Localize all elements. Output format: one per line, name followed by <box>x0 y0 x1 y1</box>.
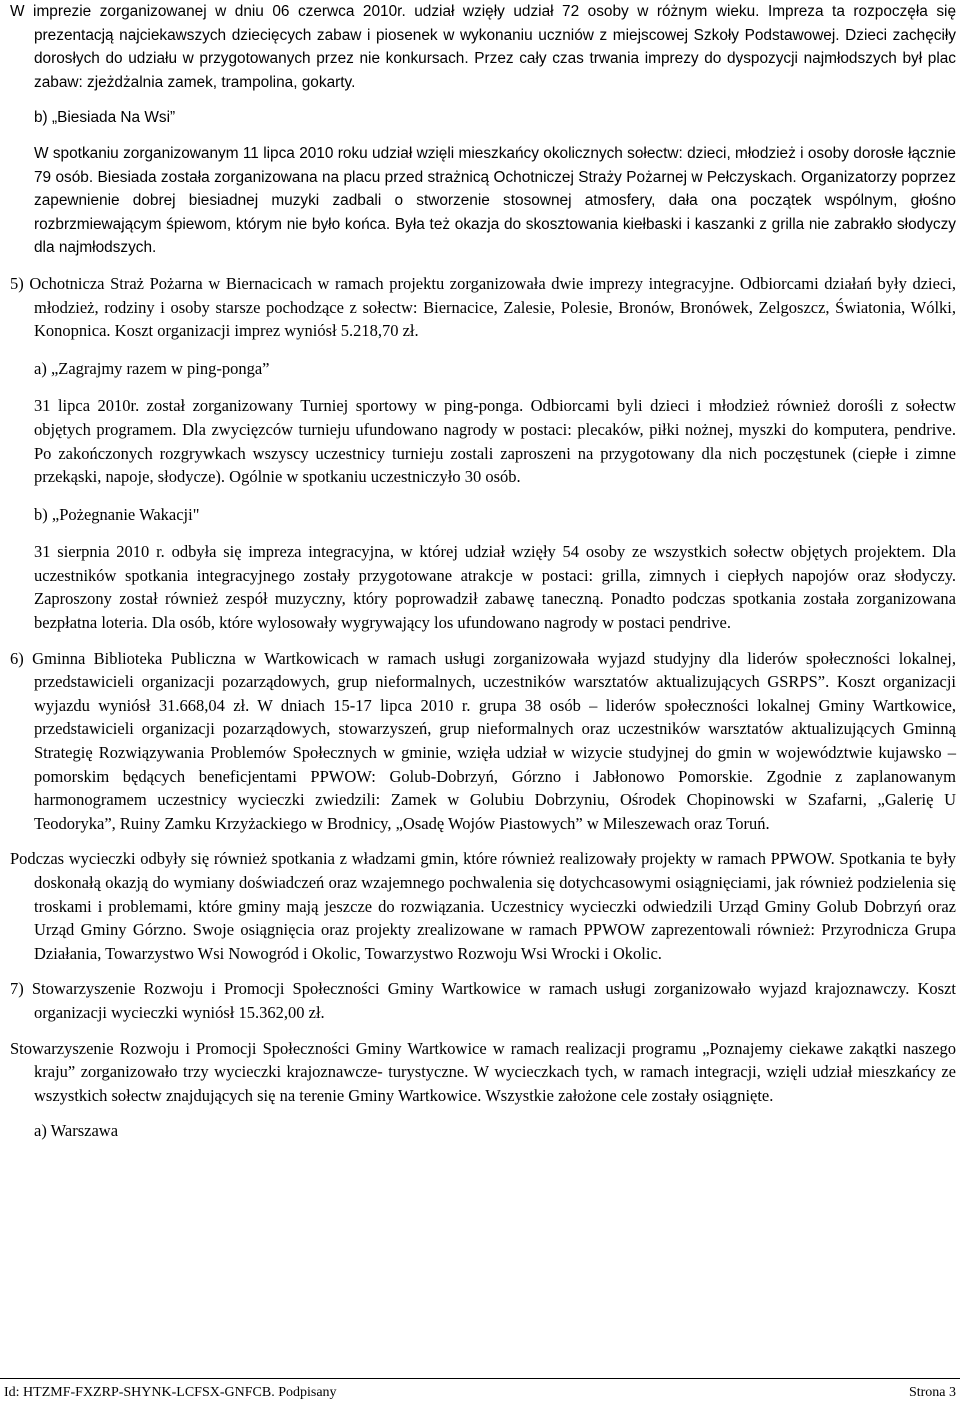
paragraph-osp-biernacice: 5) Ochotnicza Straż Pożarna w Biernacicach w ramach projektu zorganizowała dwie imprezy integracyjne. Odbiorcami działań były dzieci, młodzież, rodziny i osoby starsze pochodzące z sołectw: Biernacice, Zalesie, Polesie, Bronów, Bronówek, Zelgoszcz, Światonia, Wólki, Konopnica. Koszt organizacji imprez wyniósł 5.218,70 zł. <box>10 273 956 341</box>
paragraph-event-june: W imprezie zorganizowanej w dniu 06 czerwca 2010r. udział wzięły udział 72 osoby w różnym wieku. Impreza ta rozpoczęła się prezentacją najciekawszych dziecięcych zabaw i piosenek w wykonaniu uczniów z miejscowej Szkoły Podstawowej. Dzieci zachęciły dorosłych do udziału w przygotowanych przez nie konkursach. Przez cały czas trwania imprezy do dyspozycji najmłodszych był plac zabaw: zjeżdżalnia zamek, trampolina, gokarty. <box>10 3 956 91</box>
footer-divider <box>0 1378 960 1379</box>
heading-ping-pong: a) „Zagrajmy razem w ping-ponga” <box>34 358 270 378</box>
heading-biesiada-na-wsi: b) „Biesiada Na Wsi” <box>34 109 176 127</box>
paragraph-ping-pong: 31 lipca 2010r. został zorganizowany Turniej sportowy w ping-ponga. Odbiorcami byli dzieci i młodzież również dorośli z sołectw objętych programem. Dla zwycięzców turnieju ufundowano nagrody w postaci: plecaków, piłki nożnej, myszki do komputera, pendrive. Po zakończonych rozgrywkach wszyscy uczestnicy turnieju zostali zaproszeni na przygotowany dla nich poczęstunek (ciepłe i zimne przekąski, napoje, słodycze). Ogólnie w spotkaniu uczestniczyło 30 osób. <box>34 396 956 487</box>
document-id: Id: HTZMF-FXZRP-SHYNK-LCFSX-GNFCB. Podpisany <box>4 1385 337 1400</box>
paragraph-spotkania-wladze: Podczas wycieczki odbyły się również spotkania z władzami gmin, które również realizowały projekty w ramach PPWOW. Spotkania te były doskonałą okazją do wymiany doświadczeń oraz wzajemnego pochwalenia się dotychcasowymi osiągnięciami, jak również podzielenia się troskami i problemami, które gminy mają jeszcze do rozwiązania. Uczestnicy wycieczki odwiedzili Urząd Gminy Golub Dobrzyń oraz Urząd Gminy Górzno. Swoje osiągnięcia oraz projekty zrealizowane w ramach PPWOW zaprezentowali również: Przyrodnicza Grupa Działania, Towarzystwo Wsi Nowogród i Okolic, Towarzystwo Rozwoju Wsi Wrocki i Okolic. <box>10 849 956 963</box>
paragraph-pozegnanie-wakacji: 31 sierpnia 2010 r. odbyła się impreza integracyjna, w której udział wzięły 54 osoby ze wszystkich sołectw objętych projektem. Dla uczestników spotkania integracyjnego zostały przygotowane atrakcje w postaci: grilla, zimnych i ciepłych napojów oraz słodyczy. Zaproszony został również zespół muzyczny, który poprowadził zabawę taneczną. Ponadto podczas spotkania została zorganizowana bezpłatna loteria. Dla osób, które wylosowały wygrywający los ufundowano nagrody w postaci pendrive. <box>34 542 956 633</box>
document-body <box>10 0 956 1143</box>
heading-pozegnanie-wakacji: b) „Pożegnanie Wakacji" <box>34 504 200 524</box>
paragraph-poznajemy-zakatki: Stowarzyszenie Rozwoju i Promocji Społeczności Gminy Wartkowice w ramach realizacji programu „Poznajemy ciekawe zakątki naszego kraju” zorganizowało trzy wycieczki krajoznawcze- turystyczne. W wycieczkach tych, w ramach integracji, wzięli udział mieszkańcy ze wszystkich sołectw znajdujących się na terenie Gminy Wartkowice. Wszystkie założone cele zostały osiągnięte. <box>10 1038 956 1105</box>
page-number: Strona 3 <box>908 1385 956 1400</box>
paragraph-biesiada: W spotkaniu zorganizowanym 11 lipca 2010 roku udział wzięli mieszkańcy okolicznych sołectw: dzieci, młodzież i osoby dorosłe łącznie 79 osób. Biesiada została zorganizowana na placu przed strażnicą Ochotniczej Straży Pożarnej w Pełczyskach. Organizatorzy poprzez zapewnienie dobrej biesiadnej muzyki zadbali o stworzenie stosownej atmosfery, dała ona początek wspólnym, głośno rozbrzmiewającym śpiewom, którym nie było końca. Była też okazja do skosztowania kiełbaski i kaszanki z grilla nie zabrakło słodyczy dla najmłodszych. <box>34 144 956 257</box>
paragraph-stowarzyszenie-wyjazd: 7) Stowarzyszenie Rozwoju i Promocji Społeczności Gminy Wartkowice w ramach usługi zorganizowało wyjazd krajoznawczy. Koszt organizacji wycieczki wyniósł 15.362,00 zł. <box>10 979 956 1022</box>
page-footer <box>4 1384 956 1402</box>
paragraph-biblioteka-wyjazd: 6) Gminna Biblioteka Publiczna w Wartkowicach w ramach usługi zorganizowała wyjazd studyjny dla liderów społeczności lokalnej, przedstawicieli organizacji pozarządowych, grup nieformalnych, uczestników warsztatów aktualizujących GSRPS”. Koszt organizacji wyjazdu wyniósł 31.668,04 zł. W dniach 15-17 lipca 2010 r. grupa 38 osób – liderów społeczności lokalnej Gminy Wartkowice, przedstawicieli organizacji pozarządowych, stowarzyszeń, grup nieformalnych oraz uczestników warsztatów aktualizujących Gminną Strategię Rozwiązywania Problemów Społecznych w gminie, wzięła udział w wizycie studyjnej do gmin w województwie kujawsko – pomorskim będących beneficjentami PPWOW: Golub-Dobrzyń, Górzno i Jabłonowo Pomorskie. Zgodnie z zaplanowanym harmonogramem uczestnicy wycieczki zwiedzili: Zamek w Golubiu Dobrzyniu, Ośrodek Chopinowski w Szafarni, „Galerię U Teodoryka”, Ruiny Zamku Krzyżackiego w Brodnicy, „Osadę Wojów Piastowych” w Mileszewach oraz Toruń. <box>10 648 956 833</box>
heading-warszawa: a) Warszawa <box>34 1121 119 1141</box>
